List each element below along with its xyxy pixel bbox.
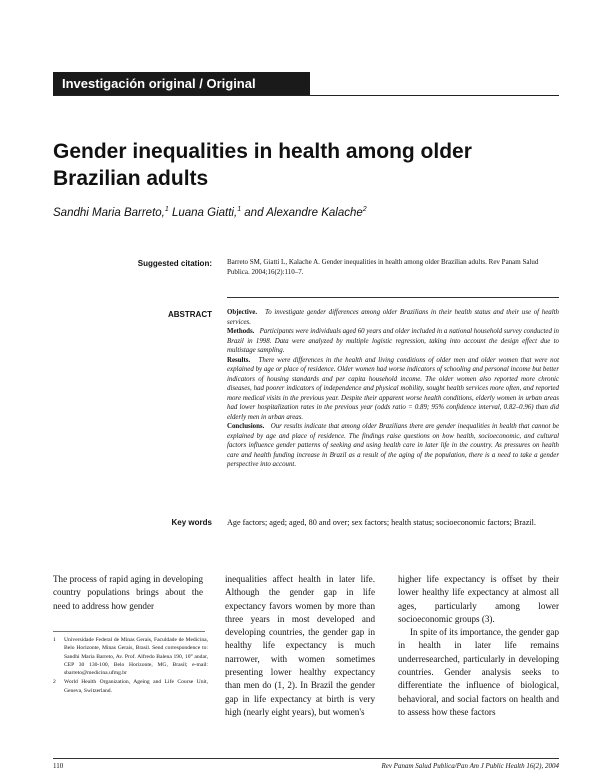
- footnote: [53, 678, 208, 695]
- abstract-body: [227, 308, 559, 470]
- keywords-text: Age factors; aged; aged, 80 and over; sex factors; health status; socioeconomic factors; Brazil.: [227, 518, 536, 527]
- footnotes: [53, 636, 208, 696]
- body-paragraph: In spite of its importance, the gender gap in health in later life remains underresearched, particularly in developing countries. Gender analysis seeks to differentiate the influence of biological, behavioral, and social factors on health and to assess how these factors: [398, 627, 559, 717]
- body-column-1: The process of rapid aging in developing country populations brings about the need to address how gender: [53, 574, 203, 611]
- citation-label: Suggested citation:: [137, 259, 212, 268]
- abstract-objective: [227, 308, 559, 327]
- footnote-rule: [53, 631, 205, 632]
- footnote: [53, 636, 208, 677]
- footnote-text: World Health Organization, Ageing and Life Course Unit, Geneva, Switzerland.: [64, 679, 208, 694]
- abstract-section-text: To investigate gender differences among older Brazilians in their health status and their use of health services.: [227, 309, 559, 326]
- abstract-section-text: Our results indicate that among older Brazilians there are gender inequalities in health that cannot be explained by age and place of residence. The findings raise questions on how health, socioeconomic, and cultural factors influence gender patterns of seeking and using health care in later life in the country. As pressures on health care and health funding increase in Brazil as a result of the aging of the population, there is a need to take a gender perspective into account.: [227, 423, 560, 468]
- journal-citation-footer: Rev Panam Salud Publica/Pan Am J Public Health 16(2), 2004: [381, 762, 559, 770]
- abstract-rule: [227, 297, 559, 298]
- author-name: and Alexandre Kalache: [241, 206, 363, 219]
- abstract-section-text: Participants were individuals aged 60 years and older included in a national household survey conducted in Brazil in 1998. Data were analyzed by multiple logistic regression, taking into account the design effect due to multistage sampling.: [227, 328, 559, 354]
- abstract-section-label: Objective.: [227, 309, 258, 316]
- author-affiliation-mark: 1: [237, 206, 242, 213]
- header-rule: [53, 95, 559, 96]
- author-name: Sandhi Maria Barreto,: [53, 206, 165, 219]
- abstract-methods: [227, 327, 559, 356]
- section-banner: Investigación original / Original research: [53, 72, 310, 95]
- abstract-section-label: Results.: [227, 356, 251, 364]
- body-paragraph: higher life expectancy is offset by their lower healthy life expectancy at almost all ages, particularly among lower socioeconomic groups (3).: [398, 574, 559, 624]
- footnote-number: 1: [53, 637, 56, 643]
- author-affiliation-mark: 1: [164, 206, 169, 213]
- abstract-section-text: There were differences in the health and living conditions of older men and older women that were not explained by age or place of residence. Older women had worse indicators of schooling and personal income but better indicators of housing standards and per capita household income. The older women also reported more chronic diseases, had poorer indicators of independence and physical mobility, sought health services more often, and reported more medical visits in the previous year. Despite their apparent worse health conditions, elderly women in urban areas had lower hospitalization rates in the previous year (odds ratio = 0.89; 95% confidence interval, 0.82–0.96) than did elderly men in urban areas.: [227, 356, 559, 421]
- abstract-results: [227, 356, 559, 423]
- body-column-2: inequalities affect health in later life. Although the gender gap in life expectancy favors women by more than three years in most developed and developing countries, the gender gap in healthy life expectancy is much narrower, with women sometimes presenting lower healthy expectancy than men do (1, 2). In Brazil the gender gap in life expectancy at birth is very high (nearly eight years), but women's: [225, 574, 375, 717]
- keywords-label: Key words: [171, 518, 212, 527]
- abstract-section-label: Conclusions.: [227, 423, 265, 430]
- author-affiliation-mark: 2: [362, 206, 367, 213]
- abstract-label: ABSTRACT: [168, 310, 212, 319]
- citation-text: Barreto SM, Giatti L, Kalache A. Gender inequalities in health among older Brazilian adults. Rev Panam Salud Publica. 2004;16(2):110–7.: [227, 258, 539, 276]
- page-number: 110: [53, 762, 64, 770]
- abstract-section-label: Methods.: [227, 328, 255, 335]
- abstract-conclusions: [227, 422, 559, 470]
- author-list: [53, 206, 553, 219]
- article-title: Gender inequalities in health among older Brazilian adults: [53, 140, 472, 190]
- footnote-text: Universidade Federal de Minas Gerais, Faculdade de Medicina, Belo Horizonte, Minas Gerais, Brasil. Send correspondence to: Sandhi Maria Barreto, Av. Prof. Alfredo Balena 190, 10° andar, CEP 30 130-100, Belo Horizonte, MG, Brasil; e-mail: sbarreto@medicina.ufmg.br: [64, 637, 208, 677]
- author-name: Luana Giatti,: [168, 206, 238, 219]
- footnote-number: 2: [53, 679, 56, 686]
- footer-rule: [53, 758, 559, 759]
- body-column-3: [398, 573, 559, 719]
